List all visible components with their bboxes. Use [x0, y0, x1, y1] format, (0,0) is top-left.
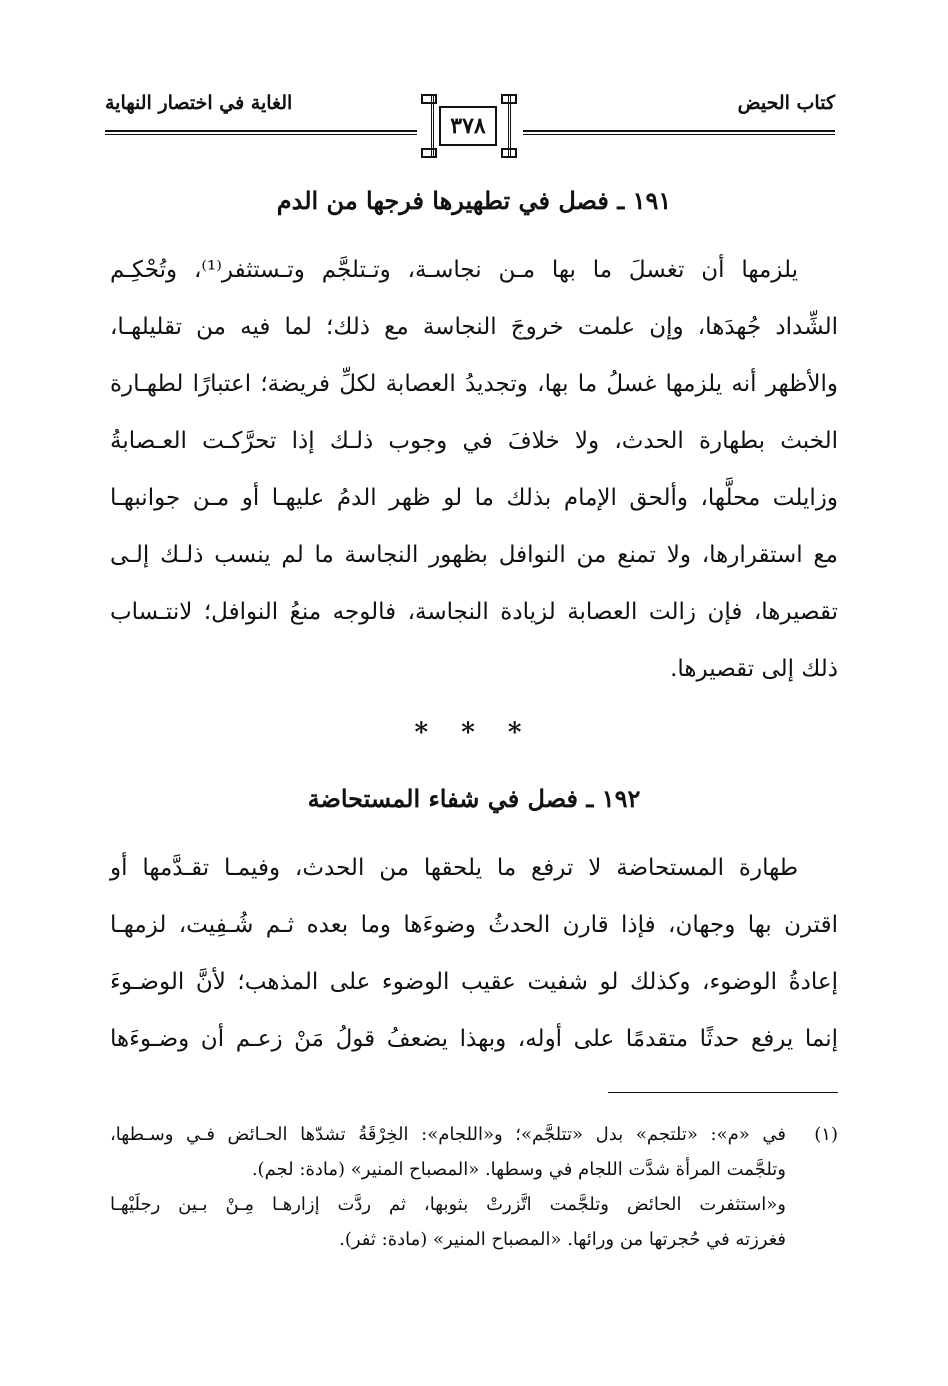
body-line: إنما يرفع حدثًا متقدمًا على أوله، وبهذا يضعفُ قولُ مَنْ زعـم أن وضـوءَها: [110, 1026, 838, 1052]
page-number-frame: [419, 94, 519, 160]
footnote-line: [110, 1117, 838, 1152]
body-line: يلزمها أن تغسلَ ما بها مـن نجاسـة، وتـتلجَّم وتـستثفر⁽¹⁾، وتُحْكِـم: [110, 257, 798, 283]
body-line: طهارة المستحاضة لا ترفع ما يلحقها من الحدث، وفيمـا تقـدَّمها أو: [110, 855, 798, 881]
section-heading-191: ١٩١ ـ فصل في تطهيرها فرجها من الدم: [276, 186, 672, 215]
footnote-text: في «م»: «تلتجم» بدل «تتلجَّم»؛ و«اللجام»: الخِرْقَةُ تشدّها الحـائض فـي وسـطها،: [110, 1124, 786, 1145]
section-191-body: [110, 242, 838, 698]
section-192-body: [110, 840, 838, 1068]
ornament-corner: [421, 94, 437, 104]
header-rule-right: [523, 130, 835, 135]
footnote-line: فغرزته في حُجرتها من ورائها. «المصباح المنير» (مادة: ثفر).: [339, 1229, 786, 1250]
body-line: الشِّداد جُهدَها، وإن علمت خروجَ النجاسة مع ذلك؛ لما فيه من تقليلهـا،: [110, 314, 838, 340]
footnote-rule: [608, 1092, 838, 1093]
section-heading-192: ١٩٢ ـ فصل في شفاء المستحاضة: [307, 784, 641, 813]
footnote-line: وتلجَّمت المرأة شدَّت اللجام في وسطها. «المصباح المنير» (مادة: لجم).: [251, 1159, 786, 1180]
body-line: اقترن بها وجهان، فإذا قارن الحدثُ وضوءَها وما بعده ثـم شُـفِيت، لزمهـا: [110, 912, 838, 938]
footnote-line: و«استثفرت الحائض وتلجَّمت اتَّزرتْ بثوبها، ثم ردَّت إزارهـا مِـنْ بـين رجلَيْهـا: [110, 1194, 786, 1215]
body-line: ذلك إلى تقصيرها.: [670, 656, 838, 682]
body-line: إعادةُ الوضوء، وكذلك لو شفيت عقيب الوضوء على المذهب؛ لأنَّ الوضـوءَ: [110, 969, 838, 995]
body-line: مع استقرارها، ولا تمنع من النوافل بظهور النجاسة ما لم ينسب ذلـك إلـى: [110, 542, 838, 568]
running-header: [105, 88, 835, 164]
footnote-marker: (١): [814, 1124, 838, 1145]
ornament-corner: [421, 148, 437, 158]
section-separator: * * *: [414, 718, 534, 748]
ornament-corner: [501, 94, 517, 104]
header-rule-left: [105, 130, 417, 135]
book-title: الغاية في اختصار النهاية: [105, 92, 293, 114]
body-line: والأظهر أنه يلزمها غسلُ ما بها، وتجديدُ العصابة لكلِّ فريضة؛ اعتبارًا لطهـارة: [110, 371, 838, 397]
body-line: تقصيرها، فإن زالت العصابة لزيادة النجاسة، فالوجه منعُ النوافل؛ لانتـساب: [110, 599, 838, 625]
body-line: وزايلت محلَّها، وألحق الإمام بذلك ما لو ظهر الدمُ عليهـا أو مـن جوانبهـا: [110, 485, 838, 511]
body-line: الخبث بطهارة الحدث، ولا خلافَ في وجوب ذلـك إذا تحرَّكـت العـصابةُ: [110, 428, 838, 454]
page-number: ٣٧٨: [439, 106, 497, 146]
chapter-title: كتاب الحيض: [737, 92, 835, 114]
footnotes: [110, 1117, 838, 1257]
ornament-corner: [501, 148, 517, 158]
